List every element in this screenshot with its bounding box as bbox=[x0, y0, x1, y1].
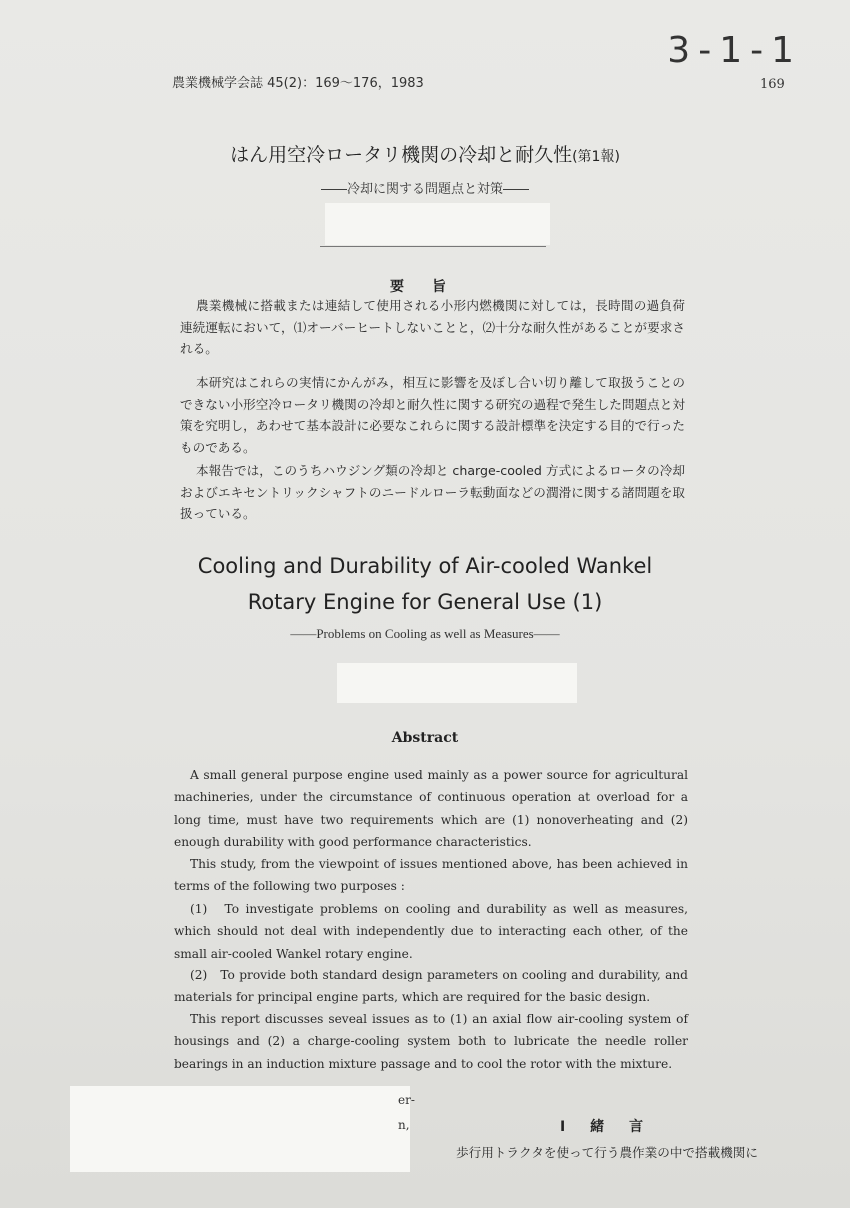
abstract-paragraph-4: (2) To provide both standard design parameters on cooling and durability, and materials for principal engine parts, which are required for the basic design. bbox=[174, 968, 688, 1005]
redacted-footnote bbox=[70, 1086, 410, 1172]
summary-paragraph-1: 農業機械に搭載または連結して使用される小形内燃機関に対しては，長時間の過負荷連続運転において，⑴オーバーヒートしないことと，⑵十分な耐久性があることが要求される。 bbox=[180, 298, 686, 357]
english-title-line-2: Rotary Engine for General Use (1) bbox=[247, 590, 603, 614]
introduction-first-line: 歩行用トラクタを使って行う農作業の中で搭載機関に bbox=[456, 1145, 758, 1160]
japanese-title-main: はん用空冷ロータリ機関の冷却と耐久性 bbox=[230, 144, 573, 166]
handwritten-note: 3-1-1 bbox=[667, 30, 802, 71]
summary-heading: 要 旨 bbox=[390, 279, 446, 295]
japanese-title bbox=[0, 140, 850, 167]
abstract-paragraph-2: This study, from the viewpoint of issues mentioned above, has been achieved in terms of the following two purposes : bbox=[174, 857, 688, 894]
english-subtitle: ――Problems on Cooling as well as Measures―― bbox=[290, 626, 560, 641]
author-divider bbox=[320, 246, 546, 247]
japanese-title-suffix: (第1報) bbox=[572, 149, 620, 165]
footnote-fragment-2: n, bbox=[398, 1118, 410, 1132]
summary-paragraph-2: 本研究はこれらの実情にかんがみ，相互に影響を及ぼし合い切り離して取扱うことのできない小形空冷ロータリ機関の冷却と耐久性に関する研究の過程で発生した問題点と対策を究明し，あわせて基本設計に必要なこれらに関する設計標準を決定する目的で行ったものである。 bbox=[180, 375, 685, 455]
abstract-paragraph-3: (1) To investigate problems on cooling and durability as well as measures, which should not deal with independently due to interacting each other, of the small air-cooled Wankel rotary engine. bbox=[174, 902, 688, 961]
journal-citation: 農業機械学会誌 45(2)：169～176，1983 bbox=[172, 76, 424, 91]
footnote-fragment-1: er- bbox=[398, 1093, 415, 1107]
japanese-subtitle: ――冷却に関する問題点と対策―― bbox=[320, 182, 529, 197]
summary-paragraph-3: 本報告では，このうちハウジング類の冷却と charge-cooled 方式によるロータの冷却およびエキセントリックシャフトのニードルローラ転動面などの潤滑に関する諸問題を取扱っている。 bbox=[180, 463, 685, 522]
redacted-authors-jp bbox=[325, 203, 550, 245]
abstract-paragraph-1: A small general purpose engine used mainly as a power source for agricultural machineries, under the circumstance of continuous operation at overload for a long time, must have two requirements which are (1) nonoverheating and (2) enough durability with good performance characteristics. bbox=[174, 768, 688, 850]
redacted-authors-en bbox=[337, 663, 577, 703]
abstract-heading: Abstract bbox=[391, 730, 459, 746]
abstract-paragraph-5: This report discusses seveal issues as to (1) an axial flow air-cooling system of housings and (2) a charge-cooling system both to lubricate the needle roller bearings in an induction mixture passage and to cool the rotor with the mixture. bbox=[174, 1012, 688, 1071]
page-number: 169 bbox=[760, 77, 785, 92]
english-title-line-1: Cooling and Durability of Air-cooled Wankel bbox=[197, 554, 653, 578]
introduction-heading: Ⅰ 緒 言 bbox=[560, 1119, 653, 1135]
